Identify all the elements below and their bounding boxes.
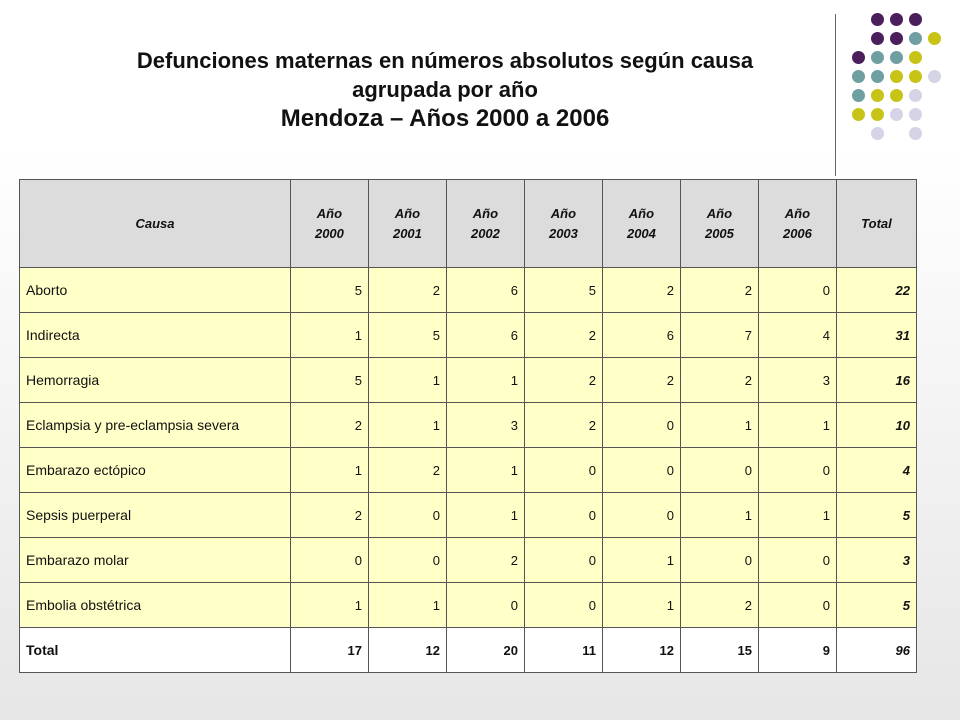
value-cell: 2 [602,358,680,403]
header-year-value: 2000 [314,225,344,241]
value-cell: 2 [524,358,602,403]
value-cell: 5 [290,268,368,313]
row-total-cell: 22 [836,268,916,313]
value-cell: 1 [368,358,446,403]
decorative-dot [890,13,903,26]
value-cell: 5 [524,268,602,313]
cause-cell: Sepsis puerperal [20,493,291,538]
value-cell: 5 [290,358,368,403]
header-year-value: 2004 [626,225,656,241]
value-cell: 0 [368,538,446,583]
cause-cell: Hemorragia [20,358,291,403]
row-total-cell: 16 [836,358,916,403]
header-year [368,180,446,268]
value-cell: 0 [524,493,602,538]
value-cell: 2 [446,538,524,583]
row-total-cell: 4 [836,448,916,493]
decorative-dot [890,32,903,45]
header-year [290,180,368,268]
row-total-cell: 31 [836,313,916,358]
decorative-dot [871,108,884,121]
decorative-dot [852,108,865,121]
value-cell: 1 [758,493,836,538]
value-cell: 3 [446,403,524,448]
cause-cell: Aborto [20,268,291,313]
header-label: Año [550,205,577,221]
row-total-cell: 10 [836,403,916,448]
value-cell: 0 [524,448,602,493]
value-cell: 2 [680,268,758,313]
title-line-3: Mendoza – Años 2000 a 2006 [280,105,610,132]
value-cell: 1 [602,583,680,628]
row-total-cell: 5 [836,493,916,538]
total-value-cell: 12 [602,628,680,673]
value-cell: 0 [602,448,680,493]
value-cell: 1 [680,403,758,448]
decorative-dot [871,51,884,64]
total-value-cell: 12 [368,628,446,673]
decorative-dot [852,89,865,102]
decorative-divider [835,14,836,176]
total-value-cell: 11 [524,628,602,673]
cause-cell: Eclampsia y pre-eclampsia severa [20,403,291,448]
value-cell: 0 [758,538,836,583]
row-total-cell: 3 [836,538,916,583]
value-cell: 1 [446,448,524,493]
row-total-cell: 5 [836,583,916,628]
value-cell: 7 [680,313,758,358]
value-cell: 1 [446,358,524,403]
table-row [20,313,917,358]
value-cell: 2 [524,313,602,358]
total-value-cell: 15 [680,628,758,673]
value-cell: 0 [680,448,758,493]
total-value-cell: 9 [758,628,836,673]
value-cell: 0 [524,583,602,628]
header-year-value: 2003 [548,225,578,241]
value-cell: 0 [290,538,368,583]
header-label: Año [316,205,343,221]
value-cell: 1 [290,583,368,628]
total-value-cell: 17 [290,628,368,673]
header-year [524,180,602,268]
header-label: Año [394,205,421,221]
value-cell: 1 [602,538,680,583]
value-cell: 1 [368,403,446,448]
header-label: Año [784,205,811,221]
value-cell: 5 [368,313,446,358]
slide-title [40,46,850,134]
header-year [602,180,680,268]
value-cell: 0 [368,493,446,538]
decorative-dot [890,51,903,64]
table-row [20,538,917,583]
header-year [680,180,758,268]
cause-cell: Embolia obstétrica [20,583,291,628]
header-year [758,180,836,268]
value-cell: 0 [758,448,836,493]
decorative-dot [909,70,922,83]
decorative-dot [890,70,903,83]
decorative-dot [852,51,865,64]
decorative-dot [871,32,884,45]
decorative-dot [909,13,922,26]
decorative-dot [928,70,941,83]
header-year-value: 2005 [704,225,734,241]
decorative-dot [871,89,884,102]
decorative-dot [890,108,903,121]
value-cell: 6 [446,313,524,358]
decorative-dot [909,108,922,121]
value-cell: 0 [524,538,602,583]
table-header-row [20,180,917,268]
table-row [20,583,917,628]
value-cell: 1 [446,493,524,538]
total-value-cell: 20 [446,628,524,673]
header-label: Año [472,205,499,221]
decorative-dot [909,89,922,102]
header-label: Total [861,215,892,231]
decorative-dot [928,32,941,45]
header-causa [20,180,291,268]
value-cell: 0 [446,583,524,628]
header-total [836,180,916,268]
table-row [20,448,917,493]
value-cell: 2 [368,448,446,493]
cause-cell: Embarazo ectópico [20,448,291,493]
value-cell: 6 [602,313,680,358]
total-label-cell: Total [20,628,291,673]
value-cell: 2 [680,583,758,628]
value-cell: 0 [758,268,836,313]
value-cell: 1 [290,313,368,358]
header-year-value: 2002 [470,225,500,241]
value-cell: 0 [758,583,836,628]
title-line-1: Defunciones maternas en números absolutos según causa [136,48,754,73]
table-row [20,493,917,538]
value-cell: 3 [758,358,836,403]
value-cell: 0 [680,538,758,583]
header-label: Causa [135,215,175,231]
value-cell: 1 [290,448,368,493]
value-cell: 2 [524,403,602,448]
header-label: Año [706,205,733,221]
decorative-dot [871,70,884,83]
decorative-dot [890,89,903,102]
value-cell: 0 [602,493,680,538]
decorative-dot [909,127,922,140]
value-cell: 2 [602,268,680,313]
value-cell: 4 [758,313,836,358]
value-cell: 1 [758,403,836,448]
decorative-dot [871,127,884,140]
value-cell: 0 [602,403,680,448]
cause-cell: Indirecta [20,313,291,358]
grand-total-cell: 96 [836,628,916,673]
value-cell: 1 [368,583,446,628]
table-total-row [20,628,917,673]
maternal-deaths-table [19,179,917,673]
value-cell: 2 [290,403,368,448]
header-year-value: 2001 [392,225,422,241]
header-year-value: 2006 [782,225,812,241]
decorative-dot [871,13,884,26]
decorative-dot [852,70,865,83]
table-row [20,268,917,313]
value-cell: 2 [368,268,446,313]
decorative-dot [909,51,922,64]
table-row [20,358,917,403]
value-cell: 1 [680,493,758,538]
value-cell: 6 [446,268,524,313]
decorative-dot [909,32,922,45]
header-year [446,180,524,268]
table-row [20,403,917,448]
value-cell: 2 [680,358,758,403]
value-cell: 2 [290,493,368,538]
cause-cell: Embarazo molar [20,538,291,583]
title-line-2: agrupada por año [352,77,538,102]
header-label: Año [628,205,655,221]
